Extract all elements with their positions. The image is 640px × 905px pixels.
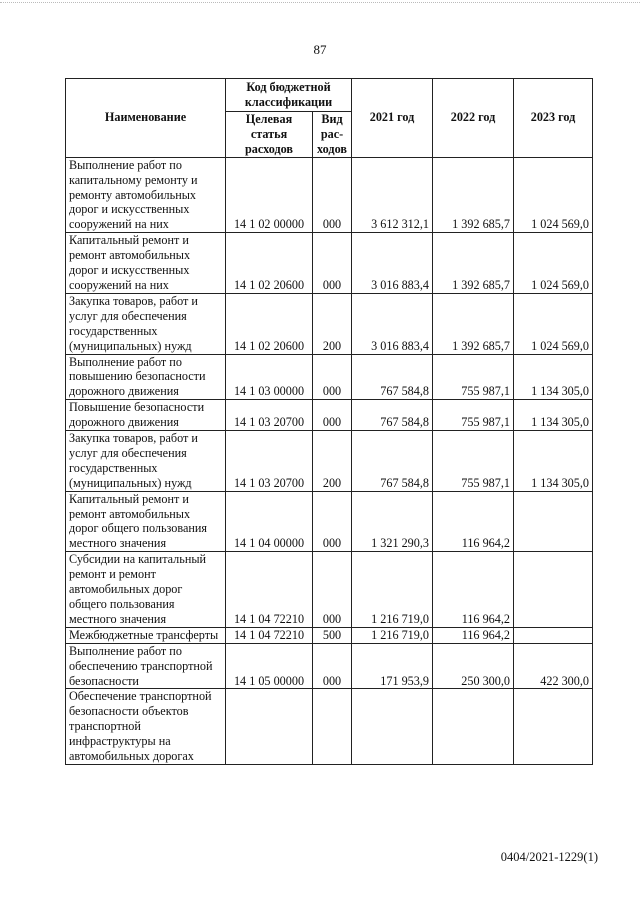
row-name: Субсидии на капитальный ремонт и ремонт автомобильных дорог общего пользования местного значения xyxy=(66,552,226,628)
table-row xyxy=(66,233,593,294)
row-expense-type: 000 xyxy=(313,491,352,552)
row-amount-2022: 1 392 685,7 xyxy=(433,157,514,233)
row-name: Закупка товаров, работ и услуг для обеспечения государственных (муниципальных) нужд xyxy=(66,293,226,354)
row-target-article xyxy=(226,689,313,765)
page-number: 87 xyxy=(313,42,327,57)
row-amount-2022: 250 300,0 xyxy=(433,643,514,689)
table-row xyxy=(66,157,593,233)
row-amount-2023: 1 024 569,0 xyxy=(514,157,593,233)
row-amount-2021: 1 216 719,0 xyxy=(352,552,433,628)
table-row xyxy=(66,689,593,765)
row-amount-2021: 3 016 883,4 xyxy=(352,233,433,294)
row-amount-2023: 422 300,0 xyxy=(514,643,593,689)
row-name: Выполнение работ по обеспечению транспортной безопасности xyxy=(66,643,226,689)
header-name: Наименование xyxy=(66,79,226,158)
row-expense-type: 500 xyxy=(313,627,352,643)
row-amount-2023 xyxy=(514,689,593,765)
row-amount-2022: 116 964,2 xyxy=(433,552,514,628)
row-target-article: 14 1 02 00000 xyxy=(226,157,313,233)
row-target-article: 14 1 04 72210 xyxy=(226,552,313,628)
row-target-article: 14 1 02 20600 xyxy=(226,293,313,354)
row-expense-type: 000 xyxy=(313,400,352,431)
row-expense-type: 000 xyxy=(313,354,352,400)
row-expense-type: 200 xyxy=(313,293,352,354)
row-amount-2021: 1 321 290,3 xyxy=(352,491,433,552)
row-name: Повышение безопасности дорожного движения xyxy=(66,400,226,431)
row-amount-2023: 1 134 305,0 xyxy=(514,431,593,492)
row-amount-2022: 755 987,1 xyxy=(433,431,514,492)
row-expense-type: 000 xyxy=(313,157,352,233)
row-target-article: 14 1 03 00000 xyxy=(226,354,313,400)
table-row xyxy=(66,627,593,643)
row-target-article: 14 1 03 20700 xyxy=(226,400,313,431)
header-expense-type: Вид рас-ходов xyxy=(313,112,352,158)
row-name: Капитальный ремонт и ремонт автомобильных дорог и искусственных сооружений на них xyxy=(66,233,226,294)
table-row xyxy=(66,400,593,431)
row-amount-2022: 116 964,2 xyxy=(433,627,514,643)
header-target-article: Целевая статья расходов xyxy=(226,112,313,158)
row-amount-2023 xyxy=(514,627,593,643)
header-year-2021: 2021 год xyxy=(352,79,433,158)
row-target-article: 14 1 03 20700 xyxy=(226,431,313,492)
row-amount-2021: 767 584,8 xyxy=(352,431,433,492)
row-name: Закупка товаров, работ и услуг для обеспечения государственных (муниципальных) нужд xyxy=(66,431,226,492)
row-amount-2021: 171 953,9 xyxy=(352,643,433,689)
row-amount-2022: 116 964,2 xyxy=(433,491,514,552)
table-row xyxy=(66,552,593,628)
row-name: Выполнение работ по капитальному ремонту и ремонту автомобильных дорог и искусственных сооружений на них xyxy=(66,157,226,233)
row-target-article: 14 1 04 72210 xyxy=(226,627,313,643)
row-expense-type: 200 xyxy=(313,431,352,492)
document-id: 0404/2021-1229(1) xyxy=(500,850,598,864)
row-amount-2022: 755 987,1 xyxy=(433,354,514,400)
table-row xyxy=(66,354,593,400)
row-amount-2022: 1 392 685,7 xyxy=(433,293,514,354)
row-amount-2021 xyxy=(352,689,433,765)
row-amount-2021: 767 584,8 xyxy=(352,400,433,431)
table-row xyxy=(66,293,593,354)
row-amount-2021: 3 612 312,1 xyxy=(352,157,433,233)
row-amount-2023: 1 134 305,0 xyxy=(514,400,593,431)
header-year-2023: 2023 год xyxy=(514,79,593,158)
budget-table xyxy=(65,78,593,765)
row-target-article: 14 1 04 00000 xyxy=(226,491,313,552)
row-amount-2023: 1 024 569,0 xyxy=(514,293,593,354)
row-amount-2023 xyxy=(514,491,593,552)
row-name: Выполнение работ по повышению безопасности дорожного движения xyxy=(66,354,226,400)
table-row xyxy=(66,491,593,552)
row-amount-2023: 1 024 569,0 xyxy=(514,233,593,294)
row-target-article: 14 1 02 20600 xyxy=(226,233,313,294)
row-amount-2021: 767 584,8 xyxy=(352,354,433,400)
table-row xyxy=(66,643,593,689)
row-amount-2021: 1 216 719,0 xyxy=(352,627,433,643)
row-expense-type: 000 xyxy=(313,233,352,294)
table-row xyxy=(66,431,593,492)
row-amount-2023 xyxy=(514,552,593,628)
row-expense-type xyxy=(313,689,352,765)
row-name: Капитальный ремонт и ремонт автомобильных дорог общего пользования местного значения xyxy=(66,491,226,552)
row-amount-2021: 3 016 883,4 xyxy=(352,293,433,354)
header-code-group: Код бюджетной классификации xyxy=(226,79,352,112)
row-amount-2022: 1 392 685,7 xyxy=(433,233,514,294)
row-name: Обеспечение транспортной безопасности объектов транспортной инфраструктуры на автомобильных дорогах xyxy=(66,689,226,765)
row-amount-2023: 1 134 305,0 xyxy=(514,354,593,400)
header-year-2022: 2022 год xyxy=(433,79,514,158)
row-target-article: 14 1 05 00000 xyxy=(226,643,313,689)
row-name: Межбюджетные трансферты xyxy=(66,627,226,643)
row-expense-type: 000 xyxy=(313,552,352,628)
top-edge-line xyxy=(0,2,640,3)
row-amount-2022 xyxy=(433,689,514,765)
row-amount-2022: 755 987,1 xyxy=(433,400,514,431)
row-expense-type: 000 xyxy=(313,643,352,689)
